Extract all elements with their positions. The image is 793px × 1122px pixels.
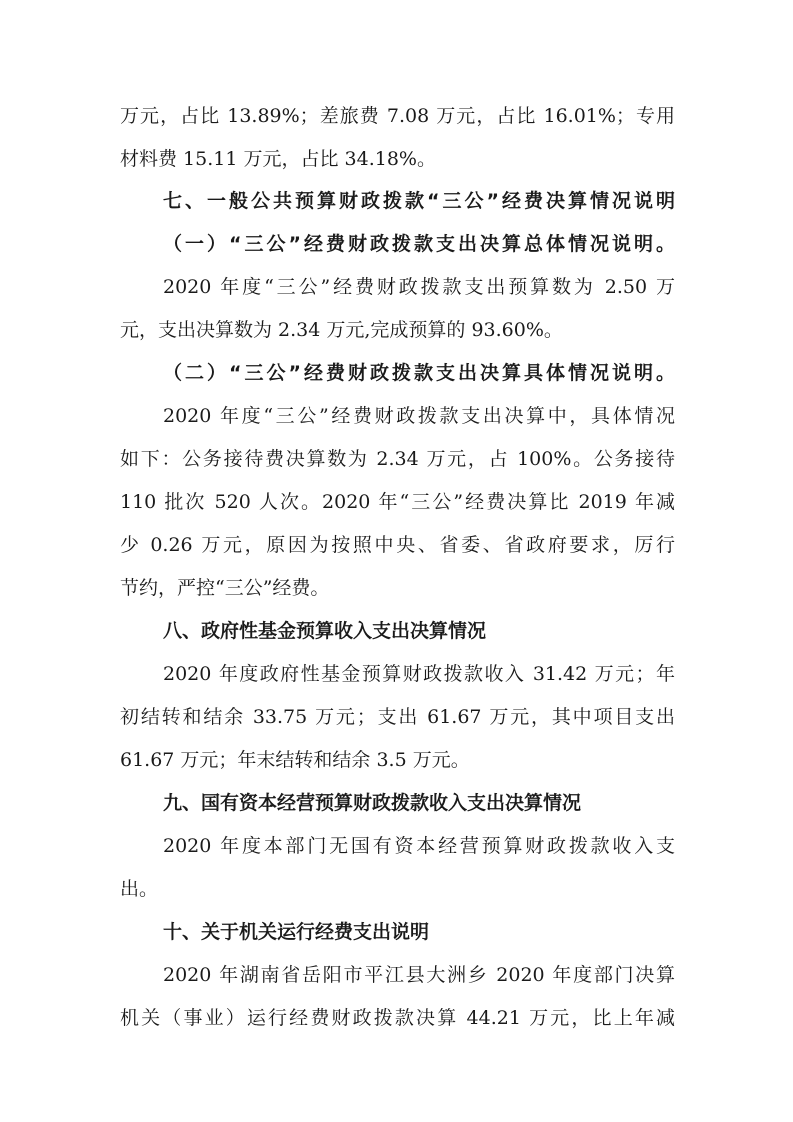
body-line: 2020 年度本部门无国有资本经营预算财政拨款收入支 <box>163 835 675 857</box>
subsection-heading-2: （二）“三公”经费财政拨款支出决算具体情况说明。 <box>163 362 675 384</box>
body-line: 2020 年度“三公”经费财政拨款支出预算数为 2.50 万 <box>163 276 675 298</box>
section-heading-7: 七、一般公共预算财政拨款“三公”经费决算情况说明 <box>163 190 675 212</box>
body-line: 节约，严控“三公”经费。 <box>120 577 330 599</box>
body-line: 110 批次 520 人次。2020 年“三公”经费决算比 2019 年减 <box>120 491 675 513</box>
body-line: 少 0.26 万元，原因为按照中央、省委、省政府要求，厉行 <box>120 534 675 556</box>
body-line: 初结转和结余 33.75 万元；支出 61.67 万元，其中项目支出 <box>120 706 675 728</box>
body-line: 61.67 万元；年末结转和结余 3.5 万元。 <box>120 749 470 771</box>
body-line: 2020 年度“三公”经费财政拨款支出决算中，具体情况 <box>163 405 675 427</box>
section-heading-9: 九、国有资本经营预算财政拨款收入支出决算情况 <box>163 792 582 814</box>
body-line: 元，支出决算数为 2.34 万元,完成预算的 93.60%。 <box>120 319 563 341</box>
body-line: 2020 年度政府性基金预算财政拨款收入 31.42 万元；年 <box>163 663 675 685</box>
body-line: 2020 年湖南省岳阳市平江县大洲乡 2020 年度部门决算 <box>163 964 675 986</box>
body-line: 机关（事业）运行经费财政拨款决算 44.21 万元，比上年减 <box>120 1007 675 1029</box>
section-heading-8: 八、政府性基金预算收入支出决算情况 <box>163 620 487 642</box>
subsection-heading-1: （一）“三公”经费财政拨款支出决算总体情况说明。 <box>163 233 675 255</box>
body-line: 如下：公务接待费决算数为 2.34 万元，占 100%。公务接待 <box>120 448 675 470</box>
section-heading-10: 十、关于机关运行经费支出说明 <box>163 921 430 943</box>
body-line: 材料费 15.11 万元，占比 34.18%。 <box>120 148 436 170</box>
body-line: 出。 <box>120 878 159 900</box>
body-line: 万元，占比 13.89%；差旅费 7.08 万元，占比 16.01%；专用 <box>120 105 675 127</box>
